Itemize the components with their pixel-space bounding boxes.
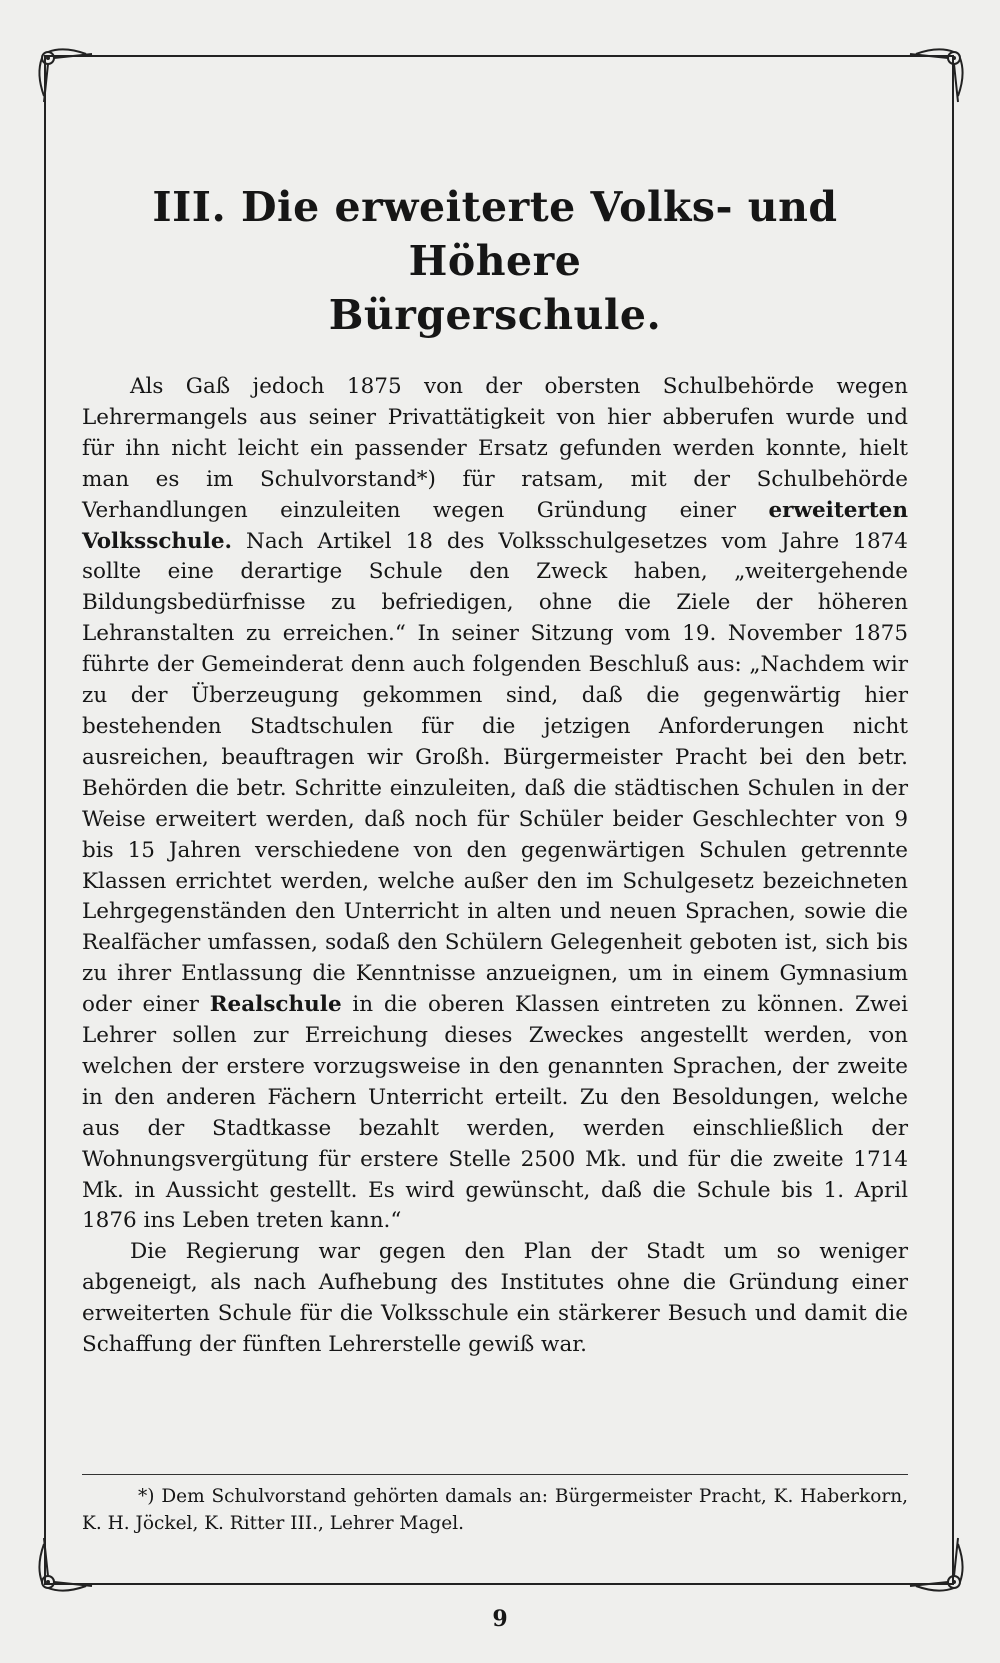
corner-ornament-icon [34,44,96,106]
corner-ornament-icon [34,1534,96,1596]
paragraph-2: Die Regierung war gegen den Plan der Stadt um so weniger abgeneigt, als nach Aufhebung des Institutes ohne die Gründung einer erweiterten Schule für die Volksschule ein stärkerer Besuch und damit die Schaffung der fünften Lehrerstelle gewiß war. [82,1239,908,1358]
paragraph-1-part-c: in die oberen Klassen eintreten zu können. Zwei Lehrer sollen zur Erreichung dieses Zweckes angestellt werden, von welchen der erstere vorzugsweise in den genannten Sprachen, der zweite in den anderen Fächern Unterricht erteilt. Zu den Besoldungen, welche aus der Stadtkasse bezahlt werden, werden einschließlich der Wohnungsvergütung für erstere Stelle 2500 Mk. und für die zweite 1714 Mk. in Aussicht gestellt. Es wird gewünscht, daß die Schule bis 1. April 1876 ins Leben treten kann.“ [82,992,908,1234]
paragraph-1-part-b: Nach Artikel 18 des Volksschulgesetzes vom Jahre 1874 sollte eine derartige Schule den Zweck haben, „weitergehende Bildungsbedürfnisse zu befriedigen, ohne die Ziele der höheren Lehranstalten zu erreichen.“ In seiner Sitzung vom 19. November 1875 führte der Gemeinderat denn auch folgenden Beschluß aus: „Nachdem wir zu der Überzeugung gekommen sind, daß die gegenwärtig hier bestehenden Stadtschulen für die jetzigen Anforderungen nicht ausreichen, beauftragen wir Großh. Bürgermeister Pracht bei den betr. Behörden die betr. Schritte einzuleiten, daß die städtischen Schulen in der Weise erweitert werden, daß noch für Schüler beider Geschlechter von 9 bis 15 Jahren verschiedene von den gegenwärtigen Schulen getrennte Klassen errichtet werden, welche außer den im Schulgesetz bezeichneten Lehrgegenständen den Unterricht in alten und neuen Sprachen, sowie die Realfächer umfassen, sodaß den Schülern Gelegenheit geboten ist, sich bis zu ihrer Entlassung die Kenntnisse anzueignen, um in einem Gymnasium oder einer [82,528,908,1018]
corner-ornament-icon [906,44,968,106]
footnote-divider [82,1474,908,1475]
emphasis-realschule: Realschule [209,992,342,1018]
paragraph-1-part-a: Als Gaß jedoch 1875 von der obersten Schulbehörde wegen Lehrermangels aus seiner Privattätigkeit von hier abberufen wurde und für ihn nicht leicht ein passender Ersatz gefunden werden konnte, hielt man es im Schulvorstand*) für ratsam, mit der Schulbehörde Verhandlungen einzuleiten wegen Gründung einer [82,374,908,523]
chapter-title-line2: Bürgerschule. [328,291,662,339]
page-number: 9 [492,1606,508,1632]
chapter-title [82,180,908,342]
paragraph-1 [82,372,908,1237]
emphasis-erweiterten-volksschule: erweiterten Volksschule. [82,497,908,554]
footnote: *) Dem Schulvorstand gehörten damals an: Bürgermeister Pracht, K. Haberkorn, K. H. Jöckel, K. Ritter III., Lehrer Magel. [82,1486,908,1534]
main-content [82,180,908,1361]
body-text [82,372,908,1361]
chapter-title-line1: III. Die erweiterte Volks- und Höhere [152,183,838,285]
corner-ornament-icon [906,1534,968,1596]
